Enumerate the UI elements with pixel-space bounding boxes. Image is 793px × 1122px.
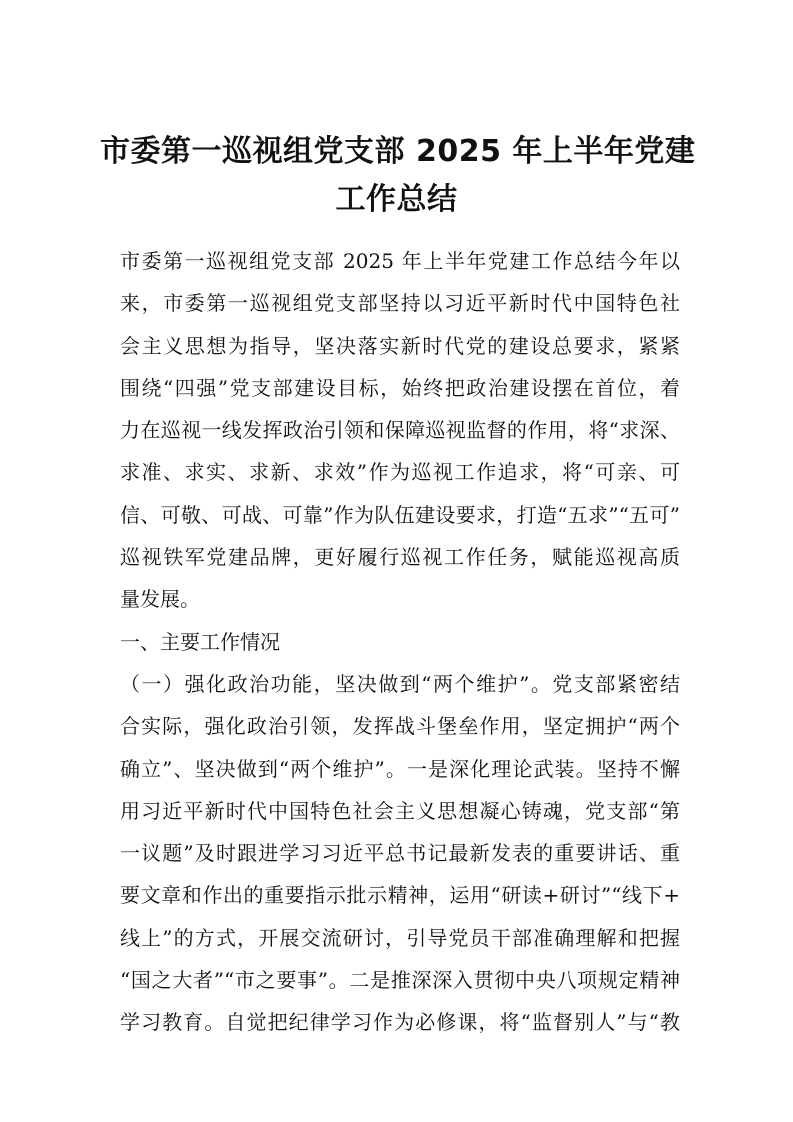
body-line: “国之大者”“市之要事”。二是推深深入贯彻中央八项规定精神 <box>120 968 680 993</box>
body-line: 确立”、坚决做到“两个维护”。一是深化理论武装。坚持不懈 <box>120 756 680 781</box>
body-line: 学习教育。自觉把纪律学习作为必修课，将“监督别人”与“教 <box>120 1010 680 1035</box>
body-line: 合实际，强化政治引领，发挥战斗堡垒作用，坚定拥护“两个 <box>120 714 680 739</box>
body-line: 信、可敬、可战、可靠”作为队伍建设要求，打造“五求”“五可” <box>120 502 680 527</box>
document-title-line-2: 工作总结 <box>335 182 458 217</box>
body-line: 一议题”及时跟进学习习近平总书记最新发表的重要讲话、重 <box>120 841 680 866</box>
body-line: 量发展。 <box>120 587 200 612</box>
body-line: 市委第一巡视组党支部 2025 年上半年党建工作总结今年以 <box>120 249 680 273</box>
body-line: 巡视铁军党建品牌，更好履行巡视工作任务，赋能巡视高质 <box>120 545 680 570</box>
body-line: 会主义思想为指导，坚决落实新时代党的建设总要求，紧紧 <box>120 333 680 358</box>
document-body <box>120 240 680 1044</box>
body-line: 来，市委第一巡视组党支部坚持以习近平新时代中国特色社 <box>120 291 680 316</box>
body-line: 力在巡视一线发挥政治引领和保障巡视监督的作用，将“求深、 <box>120 418 680 443</box>
body-line: 用习近平新时代中国特色社会主义思想凝心铸魂，党支部“第 <box>120 798 680 823</box>
body-line: 求准、求实、求新、求效”作为巡视工作追求，将“可亲、可 <box>120 460 680 485</box>
body-line: 要文章和作出的重要指示批示精神，运用“研读+研讨”“线下+ <box>120 883 680 908</box>
body-line: （一）强化政治功能，坚决做到“两个维护”。党支部紧密结 <box>120 671 680 696</box>
body-line: 线上”的方式，开展交流研讨，引导党员干部准确理解和把握 <box>120 925 680 950</box>
section-heading: 一、主要工作情况 <box>120 629 280 654</box>
body-line: 围绕“四强”党支部建设目标，始终把政治建设摆在首位，着 <box>120 375 680 400</box>
document-title-line-1: 市委第一巡视组党支部 2025 年上半年党建 <box>100 134 696 169</box>
